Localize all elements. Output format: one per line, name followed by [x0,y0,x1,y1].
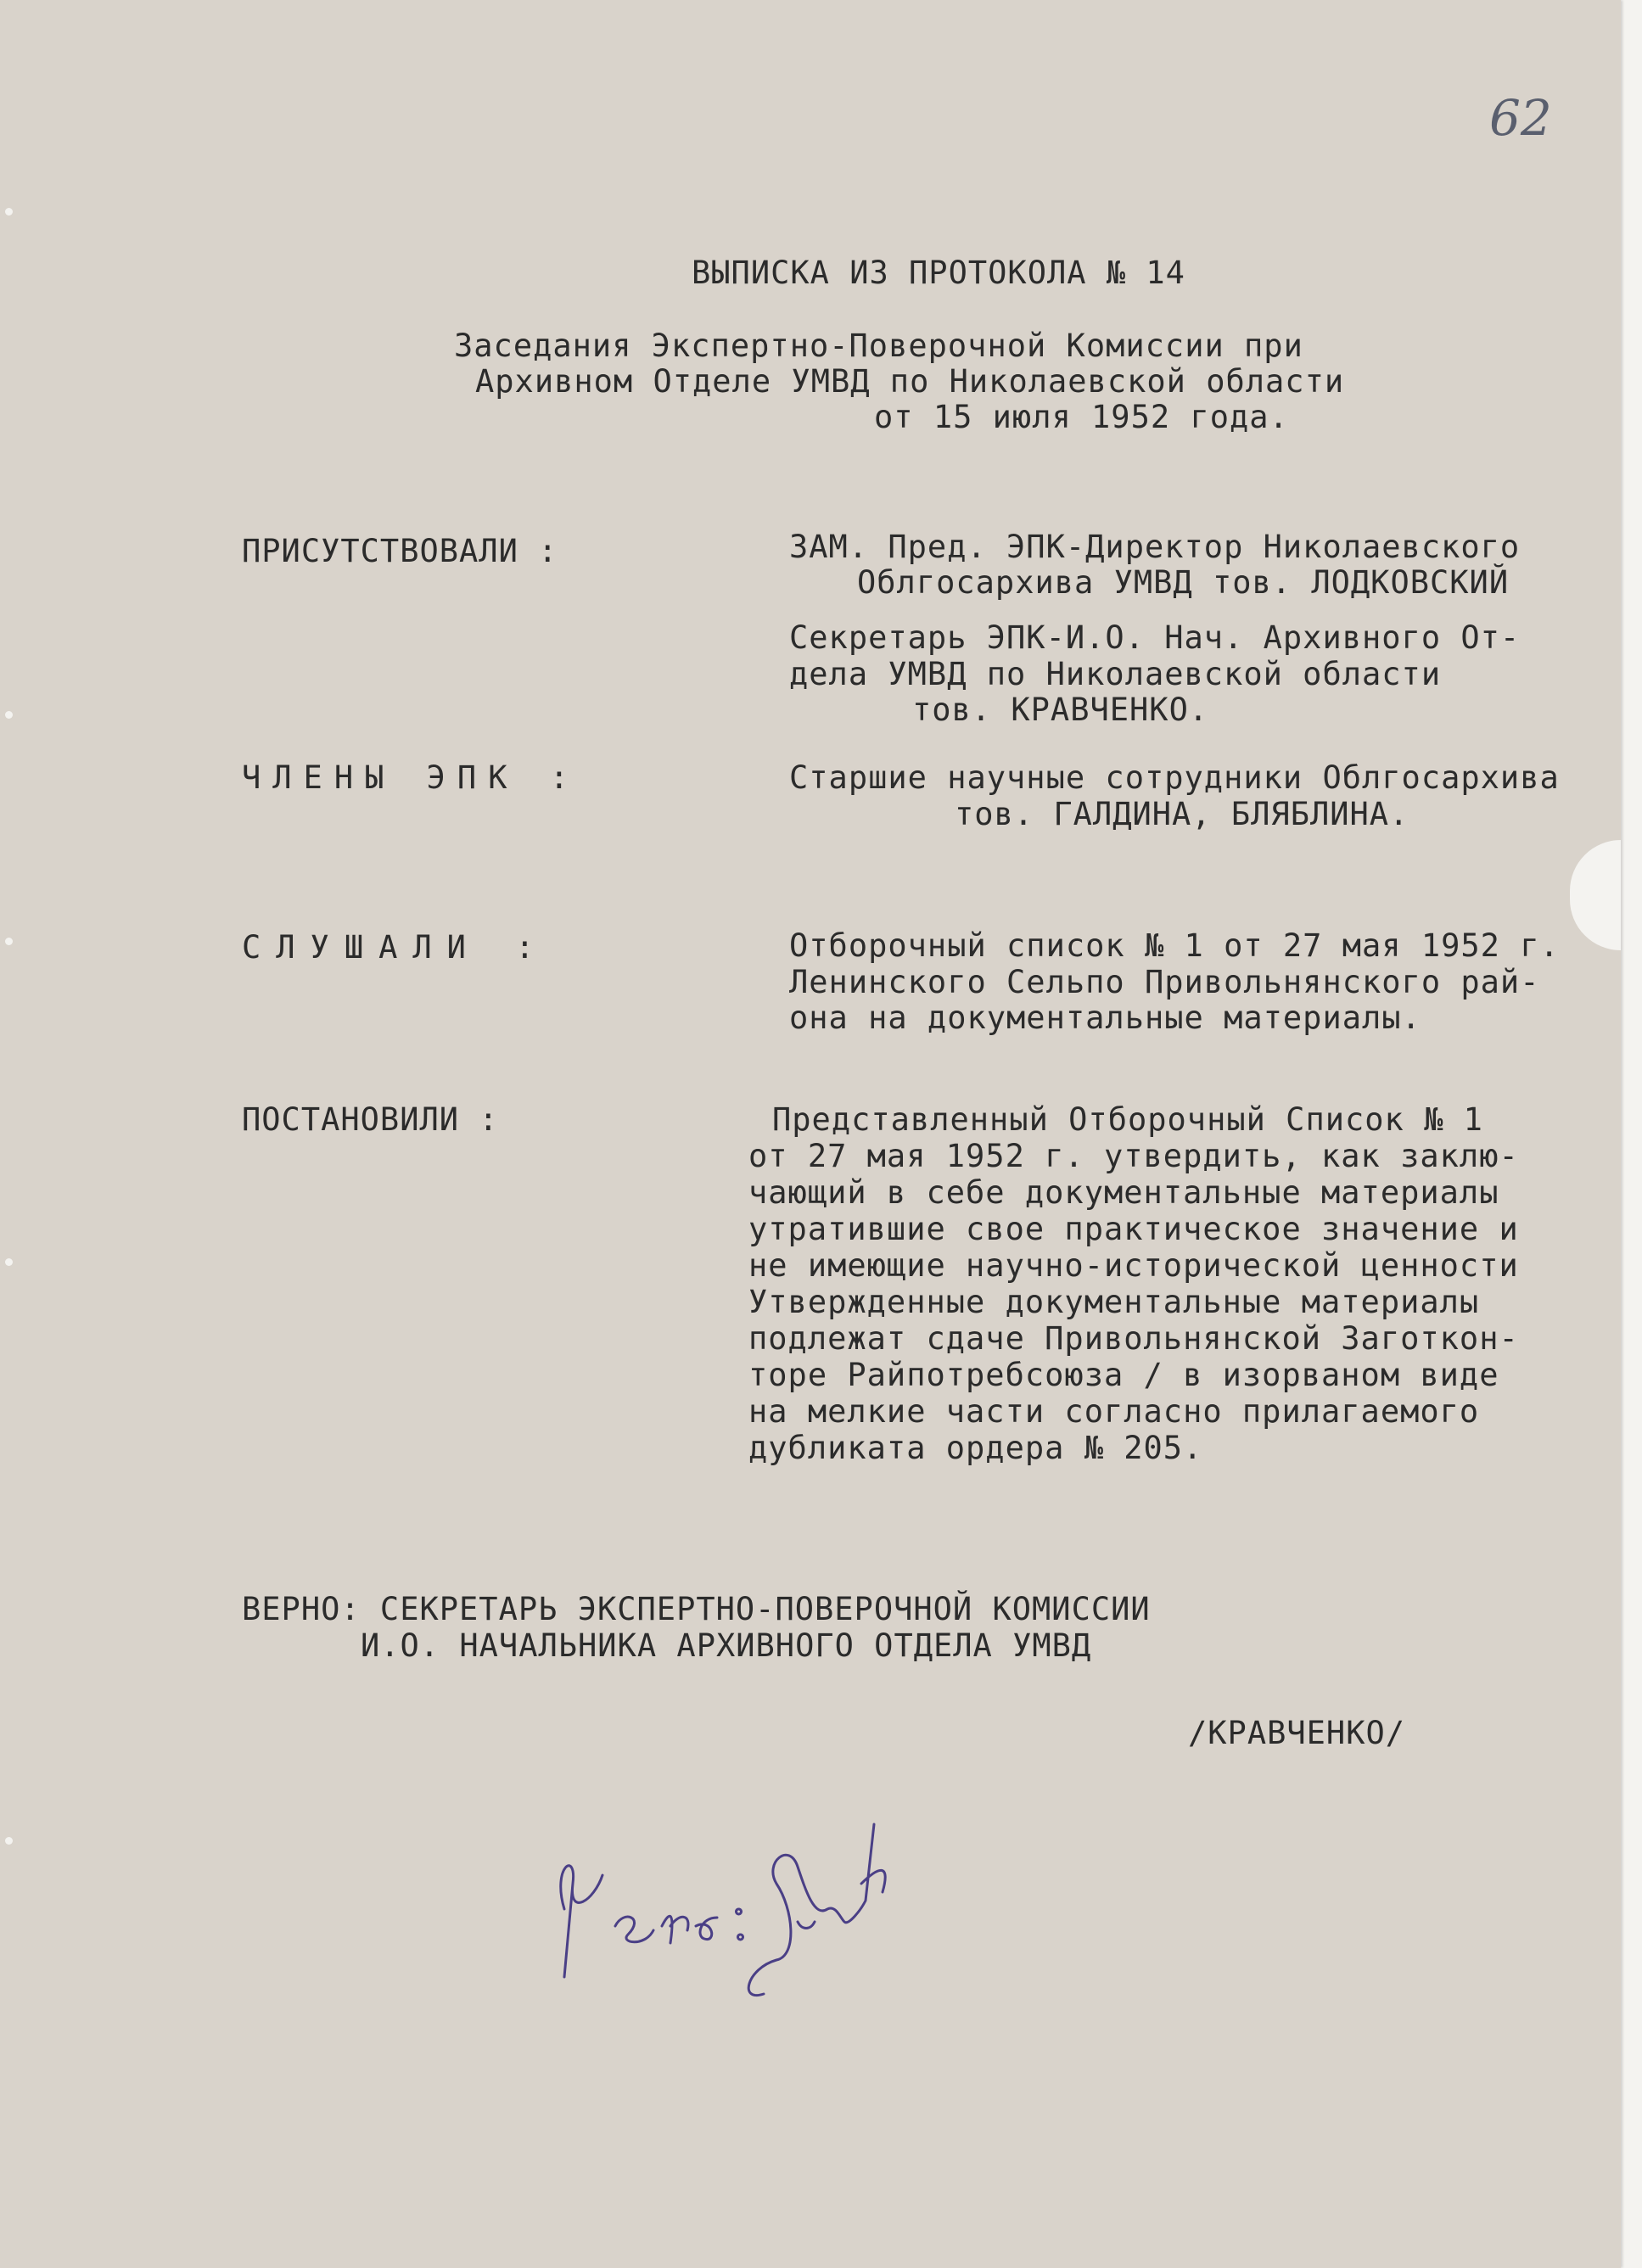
punch-hole [5,208,13,216]
present-line: тов. КРАВЧЕНКО. [912,692,1209,728]
resolved-line: от 27 мая 1952 г. утвердить, как заклю- [748,1138,1519,1174]
punch-hole [5,711,13,719]
resolved-line: Представленный Отборочный Список № 1 [772,1101,1483,1138]
members-label: ЧЛЕНЫ ЭПК : [242,759,581,796]
resolved-label: ПОСТАНОВИЛИ : [242,1101,499,1138]
subtitle-line: от 15 июля 1952 года. [874,399,1289,435]
present-line: Облгосархива УМВД тов. ЛОДКОВСКИЙ [857,564,1510,601]
resolved-line: чающий в себе документальные материалы [748,1174,1499,1211]
heard-line: Ленинского Сельпо Привольнянского рай- [789,964,1540,1000]
present-line: дела УМВД по Николаевской области [789,656,1442,692]
subtitle-line: Архивном Отделе УМВД по Николаевской области [475,363,1345,400]
present-line: Секретарь ЭПК-И.О. Нач. Архивного От- [789,619,1521,656]
members-line: тов. ГАЛДИНА, БЛЯБЛИНА. [955,796,1409,832]
members-line: Старшие научные сотрудники Облгосархива [789,759,1560,796]
heard-line: Отборочный список № 1 от 27 мая 1952 г. [789,927,1560,964]
present-line: ЗАМ. Пред. ЭПК-Директор Николаевского [789,529,1521,565]
resolved-line: утратившие свое практическое значение и [748,1211,1519,1247]
certify-line: ВЕРНО: СЕКРЕТАРЬ ЭКСПЕРТНО-ПОВЕРОЧНОЙ КОМИССИИ [242,1591,1151,1627]
heard-line: она на документальные материалы. [789,1000,1421,1036]
certify-line: И.О. НАЧАЛЬНИКА АРХИВНОГО ОТДЕЛА УМВД [361,1627,1092,1664]
handwritten-signature [543,1714,950,2023]
heard-label: СЛУШАЛИ : [242,929,550,966]
resolved-line: Утвержденные документальные материалы [748,1284,1480,1320]
punch-hole [5,1837,13,1845]
punch-hole [5,1258,13,1266]
resolved-line: торе Райпотребсоюза / в изорваном виде [748,1357,1499,1393]
page-number: 62 [1489,89,1552,147]
resolved-line: не имеющие научно-исторической ценности [748,1247,1519,1284]
document-title: ВЫПИСКА ИЗ ПРОТОКОЛА № 14 [692,255,1185,291]
signature-name: /КРАВЧЕНКО/ [1188,1715,1406,1751]
present-label: ПРИСУТСТВОВАЛИ : [242,533,558,569]
subtitle-line: Заседания Экспертно-Поверочной Комиссии при [454,328,1303,364]
signature-drawing [543,1714,950,2019]
paper-tear [1570,840,1621,950]
resolved-line: дубликата ордера № 205. [748,1430,1203,1466]
punch-hole [5,938,13,945]
resolved-line: на мелкие части согласно прилагаемого [748,1393,1480,1430]
resolved-line: подлежат сдаче Привольнянской Заготкон- [748,1320,1519,1357]
